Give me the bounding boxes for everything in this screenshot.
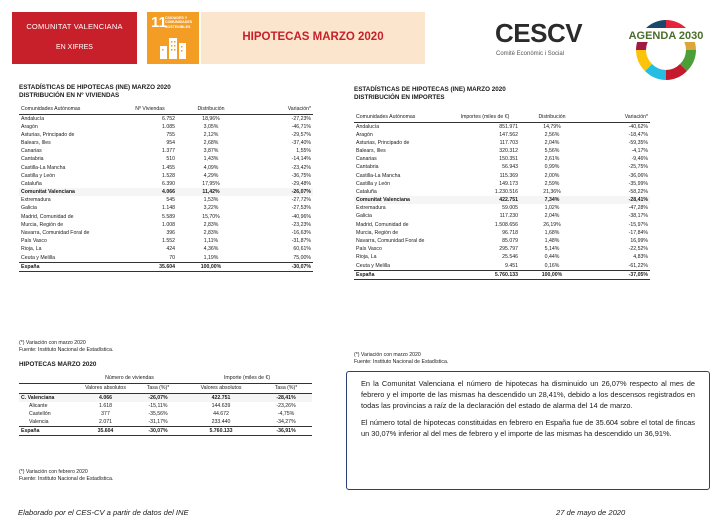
table-cell: 3,87%	[203, 148, 219, 155]
table-cell: 2,00%	[544, 172, 560, 179]
table-cell: 510	[166, 156, 175, 163]
city-buildings-icon	[159, 34, 187, 60]
table-row	[354, 221, 650, 229]
table-cell: 5,56%	[544, 147, 560, 154]
table-row	[354, 131, 650, 139]
table-cell: 4.066	[123, 188, 177, 196]
table-row	[19, 393, 312, 402]
table-cell: -15,11%	[148, 402, 168, 409]
total-row	[19, 426, 312, 435]
row-label: Castilla y León	[21, 172, 56, 179]
table-cell: 100,00%	[177, 262, 245, 271]
table-cell: -15,97%	[628, 221, 648, 228]
importes-note: (*) Variación con marzo 2020	[354, 352, 421, 358]
table-cell: 17,95%	[202, 180, 220, 187]
org-name-line2: EN XIFRES	[56, 44, 93, 51]
table-cell: 1.528	[162, 172, 175, 179]
viviendas-header-row	[19, 104, 313, 114]
table-cell: 4,09%	[203, 164, 219, 171]
table-cell: 117.230	[499, 213, 518, 220]
provincias-notes	[19, 469, 113, 483]
table-cell: 4.066	[77, 393, 134, 402]
row-label: C. Valenciana	[19, 393, 77, 402]
org-badge	[12, 12, 137, 64]
provincias-title: HIPOTECAS MARZO 2020	[19, 361, 97, 368]
table-cell: -18,47%	[628, 131, 648, 138]
group-header-viviendas: Número de viviendas	[77, 373, 182, 383]
table-cell: -61,22%	[628, 262, 648, 269]
table-cell: 3,05%	[203, 123, 219, 130]
table-cell: 233.440	[211, 418, 231, 425]
summary-paragraph-2: El número total de hipotecas constituidas en febrero en España fue de 35.604 sobre el total de fincas un 30,07% inferior al del mes de febrero y el importe de las mismas ha descendido un 36,91%.	[361, 417, 695, 438]
table-cell: 2,12%	[203, 131, 219, 138]
importes-title-line2: DISTRIBUCIÓN EN IMPORTES	[354, 93, 445, 101]
row-label: Valencia	[29, 418, 49, 425]
table-cell: 4,36%	[203, 246, 219, 253]
table-row	[354, 188, 650, 196]
row-label: Extremadura	[356, 205, 386, 212]
table-cell: 1,19%	[203, 254, 219, 261]
row-label: Cantabria	[356, 164, 379, 171]
empty-header	[19, 383, 77, 393]
summary-textbox	[346, 371, 710, 490]
importes-table	[354, 112, 650, 280]
row-label: Galicia	[21, 205, 37, 212]
table-row	[19, 196, 313, 204]
table-cell: 0,16%	[544, 262, 560, 269]
table-cell: -29,48%	[291, 180, 311, 187]
table-cell: -27,23%	[291, 115, 311, 122]
row-label: Castilla y León	[356, 180, 391, 187]
row-label: Balears, Illes	[21, 139, 51, 146]
row-label: Castilla-La Mancha	[21, 164, 66, 171]
table-row	[19, 123, 313, 131]
row-label: País Vasco	[21, 238, 47, 245]
agenda-2030-text: AGENDA 2030	[628, 30, 704, 42]
row-label: Navarra, Comunidad Foral de	[21, 230, 90, 237]
table-row	[19, 139, 313, 147]
provincias-table	[19, 373, 312, 436]
row-label: Asturias, Principado de	[356, 139, 410, 146]
table-cell: -36,06%	[628, 172, 648, 179]
table-cell: 954	[166, 139, 175, 146]
table-cell: 1.230.516	[494, 188, 518, 195]
table-cell: -23,23%	[291, 221, 311, 228]
table-cell: 16,99%	[630, 238, 648, 245]
table-cell: -28,41%	[584, 196, 650, 204]
table-cell: 26,19%	[543, 221, 561, 228]
table-cell: 422.751	[450, 196, 520, 204]
table-row	[19, 410, 312, 418]
table-cell: 851.971	[499, 123, 518, 130]
agenda-2030-logo	[616, 6, 716, 80]
total-row	[354, 270, 650, 279]
cescv-logo	[493, 18, 585, 62]
table-row	[354, 196, 650, 204]
table-cell: 424	[166, 246, 175, 253]
table-cell: -16,63%	[291, 230, 311, 237]
table-cell: 4,83%	[633, 254, 648, 261]
table-cell: 44.672	[213, 410, 229, 417]
table-cell: 1.008	[162, 221, 175, 228]
row-label: Canarias	[21, 148, 42, 155]
table-cell: 1,02%	[544, 205, 560, 212]
table-row	[354, 262, 650, 271]
table-cell: 1.377	[162, 148, 175, 155]
importes-header-row	[354, 112, 650, 122]
table-cell: 115.369	[499, 172, 518, 179]
table-row	[19, 213, 313, 221]
provincias-subheader-row	[19, 383, 312, 393]
table-cell: 9.451	[505, 262, 518, 269]
col-header: Tasa (%)*	[260, 383, 312, 393]
table-cell: -38,17%	[628, 213, 648, 220]
row-label: España	[19, 262, 123, 271]
table-cell: -59,35%	[628, 139, 648, 146]
col-header: Tasa (%)*	[134, 383, 182, 393]
importes-title	[354, 86, 506, 101]
table-cell: 1.455	[162, 164, 175, 171]
table-cell: 1,11%	[203, 238, 219, 245]
row-label: Ceuta y Melilla	[356, 262, 391, 269]
col-header: Comunidades Autónomas	[19, 104, 123, 114]
table-cell: -35,99%	[628, 180, 648, 187]
table-cell: -47,28%	[628, 205, 648, 212]
row-label: Alicante	[29, 402, 48, 409]
table-cell: 1,48%	[544, 238, 560, 245]
table-cell: -4,75%	[277, 410, 295, 417]
row-label: Comunitat Valenciana	[354, 196, 450, 204]
table-cell: 6.390	[162, 180, 175, 187]
row-label: Rioja, La	[356, 254, 377, 261]
row-label: Aragón	[21, 123, 38, 130]
table-row	[19, 155, 313, 163]
table-cell: 320.312	[499, 147, 518, 154]
table-cell: 59.005	[502, 205, 518, 212]
row-label: España	[354, 270, 450, 279]
table-cell: 75,00%	[293, 254, 311, 261]
table-cell: 1,53%	[203, 197, 219, 204]
row-label: Murcia, Región de	[356, 229, 399, 236]
table-row	[19, 131, 313, 139]
table-cell: 2,59%	[544, 180, 560, 187]
table-row	[354, 163, 650, 171]
sdg-number: 11	[151, 14, 167, 31]
table-cell: 2,83%	[203, 221, 219, 228]
table-cell: -26,07%	[245, 188, 313, 196]
row-label: Galicia	[356, 213, 372, 220]
table-cell: 2,68%	[203, 139, 219, 146]
table-cell: 755	[166, 131, 175, 138]
table-cell: 5.760.133	[450, 270, 520, 279]
importes-notes	[354, 352, 448, 366]
row-label: País Vasco	[356, 246, 382, 253]
col-header: Distribución	[177, 104, 245, 114]
table-cell: 96.718	[502, 229, 518, 236]
table-cell: -27,72%	[291, 197, 311, 204]
row-label: Rioja, La	[21, 246, 42, 253]
table-row	[19, 254, 313, 263]
viviendas-source: Fuente: Instituto Nacional de Estadística.	[19, 347, 114, 353]
col-header: Comunidades Autónomas	[354, 112, 450, 122]
table-cell: 15,70%	[202, 213, 220, 220]
table-row	[354, 237, 650, 245]
col-header: Nº Viviendas	[123, 104, 177, 114]
cescv-logo-text: CESCV	[495, 18, 583, 48]
page-title-box	[201, 12, 425, 64]
table-cell: 5,14%	[544, 246, 560, 253]
cescv-logo-subtitle: Comitè Econòmic i Social	[496, 51, 565, 57]
row-label: Comunitat Valenciana	[19, 188, 123, 196]
table-cell: 1,55%	[296, 148, 311, 155]
table-cell: -36,91%	[260, 426, 312, 435]
viviendas-notes	[19, 340, 113, 354]
table-row	[354, 212, 650, 220]
table-cell: 147.562	[499, 131, 518, 138]
table-cell: 6.752	[162, 115, 175, 122]
table-cell: -28,41%	[260, 393, 312, 402]
table-row	[19, 114, 313, 123]
table-cell: -27,53%	[291, 205, 311, 212]
table-cell: 2.071	[99, 418, 112, 425]
row-label: Navarra, Comunidad Foral de	[356, 238, 425, 245]
table-row	[354, 229, 650, 237]
table-cell: 1.085	[162, 123, 175, 130]
row-label: Madrid, Comunidad de	[21, 213, 74, 220]
table-row	[354, 180, 650, 188]
table-row	[354, 245, 650, 253]
row-label: Cataluña	[21, 180, 42, 187]
col-header: Variación*	[245, 104, 313, 114]
table-cell: 85.079	[502, 238, 518, 245]
table-cell: -40,96%	[291, 213, 311, 220]
table-row	[354, 204, 650, 212]
table-cell: -58,22%	[628, 188, 648, 195]
row-label: Ceuta y Melilla	[21, 254, 56, 261]
table-row	[354, 171, 650, 179]
table-row	[19, 163, 313, 171]
table-cell: -34,27%	[276, 418, 296, 425]
table-cell: 18,96%	[202, 115, 220, 122]
table-cell: -30,07%	[134, 426, 182, 435]
empty-header	[19, 373, 77, 383]
group-header-importe: Importe (miles de €)	[182, 373, 312, 383]
row-label: Andalucía	[356, 123, 380, 130]
table-cell: 35.604	[77, 426, 134, 435]
table-cell: 2,61%	[544, 156, 560, 163]
row-label: Andalucía	[21, 115, 45, 122]
table-cell: 1,68%	[544, 229, 560, 236]
table-cell: -9,46%	[631, 156, 648, 163]
viviendas-table	[19, 104, 313, 272]
table-cell: 1.508.656	[494, 221, 518, 228]
table-cell: 117.703	[499, 139, 518, 146]
table-row	[354, 253, 650, 261]
importes-title-line1: ESTADÍSTICAS DE HIPOTECAS (INE) MARZO 2020	[354, 86, 506, 93]
table-cell: 14,79%	[543, 123, 561, 130]
table-cell: 144.639	[211, 402, 231, 409]
provincias-source: Fuente: Instituto Nacional de Estadística.	[19, 476, 114, 482]
table-cell: 5.760.133	[182, 426, 260, 435]
row-label: Cataluña	[356, 188, 377, 195]
table-cell: 1,43%	[203, 156, 219, 163]
provincias-note: (*) Variación con febrero 2020	[19, 469, 88, 475]
table-row	[354, 122, 650, 131]
table-cell: -4,17%	[631, 147, 648, 154]
table-cell: 35.604	[123, 262, 177, 271]
viviendas-title-line2: DISTRIBUCIÓN EN Nº VIVIENDAS	[19, 91, 120, 99]
table-cell: 149.173	[499, 180, 518, 187]
table-cell: 2,04%	[544, 213, 560, 220]
row-label: Madrid, Comunidad de	[356, 221, 409, 228]
footer-date: 27 de mayo de 2020	[556, 508, 626, 517]
table-cell: 295.797	[499, 246, 518, 253]
table-cell: 0,44%	[544, 254, 560, 261]
table-cell: -14,14%	[291, 156, 311, 163]
table-cell: -46,71%	[291, 123, 311, 130]
table-row	[354, 147, 650, 155]
table-cell: -30,07%	[245, 262, 313, 271]
table-row	[19, 237, 313, 245]
table-cell: 56.943	[502, 164, 518, 171]
table-row	[19, 188, 313, 196]
summary-paragraph-1: En la Comunitat Valenciana el número de hipotecas ha disminuido un 26,07% respecto al mes de febrero y el importe de las mismas ha descendido un 28,41%, debido a los descensos registrados en todas las provincias a raíz de la declaración del estado de alarma del 14 de marzo.	[361, 379, 695, 411]
table-row	[354, 139, 650, 147]
total-row	[19, 262, 313, 271]
col-header: Distribución	[520, 112, 584, 122]
table-cell: 21,36%	[543, 188, 561, 195]
table-row	[19, 180, 313, 188]
table-row	[19, 245, 313, 253]
table-row	[354, 155, 650, 163]
table-cell: 5.589	[162, 213, 175, 220]
importes-source: Fuente: Instituto Nacional de Estadística.	[354, 359, 449, 365]
row-label: Murcia, Región de	[21, 221, 64, 228]
table-cell: 1.618	[99, 402, 112, 409]
table-cell: -35,56%	[148, 410, 168, 417]
table-cell: 396	[166, 230, 175, 237]
table-cell: 25.546	[502, 254, 518, 261]
table-cell: -31,87%	[291, 238, 311, 245]
row-label: Canarias	[356, 156, 377, 163]
table-cell: -37,05%	[584, 270, 650, 279]
table-cell: -17,84%	[628, 229, 648, 236]
table-cell: 11,42%	[177, 188, 245, 196]
table-cell: -29,57%	[291, 131, 311, 138]
table-row	[19, 418, 312, 427]
sdg-text: CIUDADES Y COMUNIDADES SOSTENIBLES	[165, 16, 193, 29]
table-cell: 545	[166, 197, 175, 204]
row-label: Extremadura	[21, 197, 51, 204]
table-cell: 7,34%	[520, 196, 584, 204]
table-cell: 0,99%	[544, 164, 560, 171]
col-header: Valores absolutos	[182, 383, 260, 393]
table-cell: 1.148	[162, 205, 175, 212]
table-cell: 1.552	[162, 238, 175, 245]
table-cell: 70	[169, 254, 175, 261]
table-cell: 422.751	[182, 393, 260, 402]
table-row	[19, 172, 313, 180]
table-cell: 4,29%	[203, 172, 219, 179]
org-name-line1: COMUNITAT VALENCIANA	[26, 22, 123, 31]
sdg-11-icon	[147, 12, 199, 64]
row-label: Asturias, Principado de	[21, 131, 75, 138]
table-cell: 377	[101, 410, 110, 417]
table-row	[19, 402, 312, 410]
table-cell: -25,75%	[628, 164, 648, 171]
col-header: Variación*	[584, 112, 650, 122]
table-cell: -23,26%	[276, 402, 296, 409]
table-cell: 100,00%	[520, 270, 584, 279]
table-row	[19, 229, 313, 237]
table-cell: 2,04%	[544, 139, 560, 146]
row-label: Castilla-La Mancha	[356, 172, 401, 179]
table-cell: -23,42%	[291, 164, 311, 171]
table-cell: 3,22%	[203, 205, 219, 212]
table-row	[19, 221, 313, 229]
table-row	[19, 204, 313, 212]
table-cell: -36,75%	[291, 172, 311, 179]
row-label: Aragón	[356, 131, 373, 138]
col-header: Importes (miles de €)	[450, 112, 520, 122]
table-cell: 2,83%	[203, 230, 219, 237]
row-label: Castellón	[29, 410, 51, 417]
viviendas-title	[19, 84, 171, 99]
table-cell: 2,56%	[544, 131, 560, 138]
row-label: Cantabria	[21, 156, 44, 163]
col-header: Valores absolutos	[77, 383, 134, 393]
table-cell: -40,62%	[628, 123, 648, 130]
viviendas-note: (*) Variación con marzo 2020	[19, 340, 86, 346]
table-cell: 150.351	[499, 156, 518, 163]
footer-source: Elaborado por el CES-CV a partir de datos del INE	[18, 508, 189, 517]
provincias-group-row	[19, 373, 312, 383]
table-cell: -37,40%	[291, 139, 311, 146]
table-cell: -26,07%	[134, 393, 182, 402]
row-label: España	[19, 426, 77, 435]
viviendas-title-line1: ESTADÍSTICAS DE HIPOTECAS (INE) MARZO 2020	[19, 84, 171, 91]
table-row	[19, 147, 313, 155]
table-cell: 60,61%	[293, 246, 311, 253]
page-title: HIPOTECAS MARZO 2020	[242, 31, 384, 43]
table-cell: -22,52%	[628, 246, 648, 253]
table-cell: -31,17%	[148, 418, 168, 425]
row-label: Balears, Illes	[356, 147, 386, 154]
